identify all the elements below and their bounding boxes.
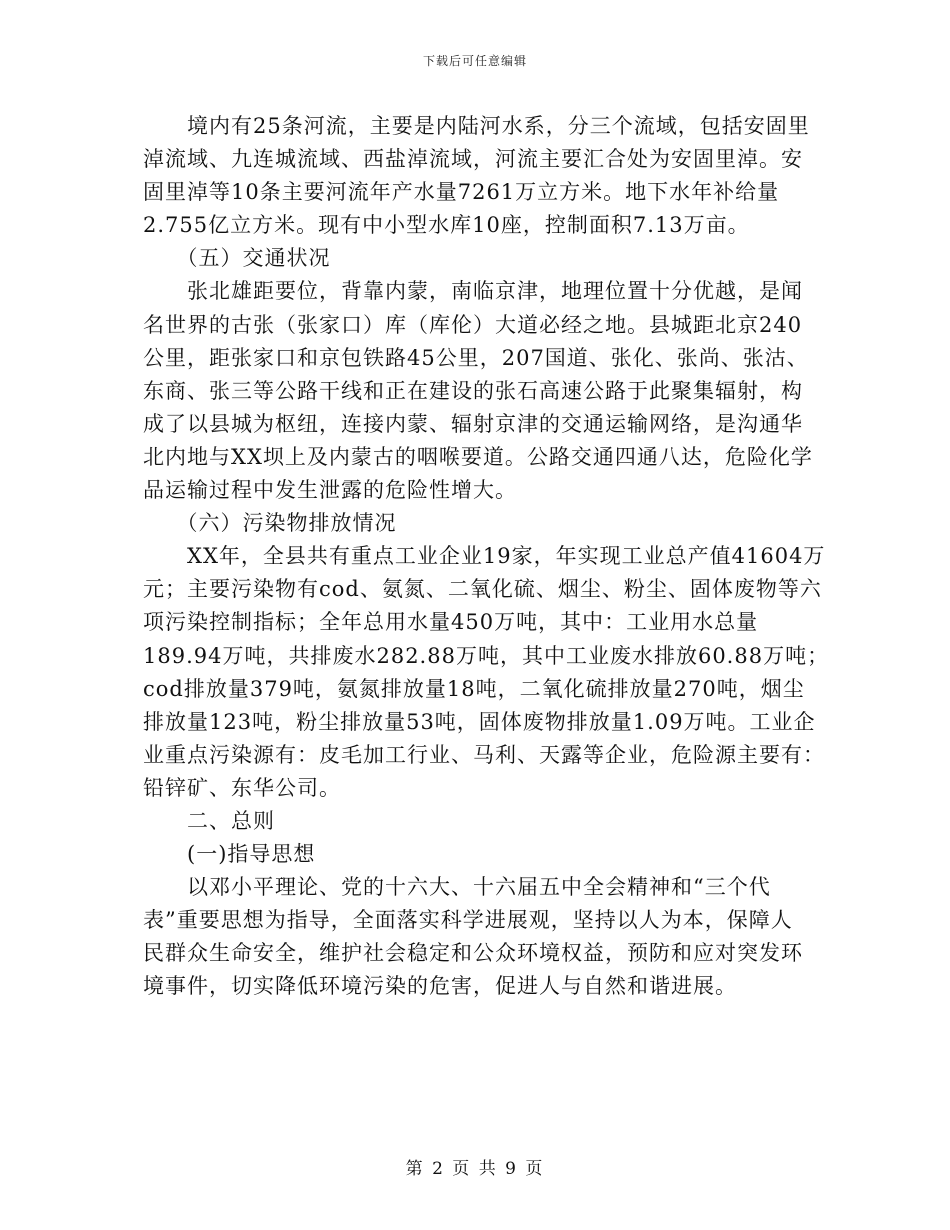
body-text: [143, 110, 830, 1004]
text-line: 淖流域、九连城流域、西盐淖流域，河流主要汇合处为安固里淖。安: [143, 147, 803, 172]
text-line: 2.755亿立方米。现有中小型水库10座，控制面积7.13万亩。: [143, 213, 750, 238]
text-line: 品运输过程中发生泄露的危险性增大。: [143, 478, 517, 503]
text-line: 元；主要污染物有cod、氨氮、二氧化硫、烟尘、粉尘、固体废物等六: [143, 577, 822, 602]
text-line: 张北雄距要位，背靠内蒙，南临京津，地理位置十分优越，是闻: [143, 279, 803, 304]
text-line: （五）交通状况: [143, 246, 331, 271]
text-line: 189.94万吨，共排废水282.88万吨，其中工业废水排放60.88万吨；: [143, 643, 830, 668]
text-line: 公里，距张家口和京包铁路45公里，207国道、张化、张尚、张沽、: [143, 345, 809, 370]
text-line: 排放量123吨，粉尘排放量53吨，固体废物排放量1.09万吨。工业企: [143, 709, 816, 734]
text-line: （六）污染物排放情况: [143, 511, 397, 536]
text-line: 名世界的古张（张家口）库（库伦）大道必经之地。县城距北京240: [143, 312, 803, 337]
page-footer: 第 2 页 共 9 页: [405, 1159, 545, 1179]
text-line: 成了以县城为枢纽，连接内蒙、辐射京津的交通运输网络，是沟通华: [143, 411, 803, 436]
text-line: XX年，全县共有重点工业企业19家，年实现工业总产值41604万: [143, 544, 826, 569]
text-line: 业重点污染源有：皮毛加工行业、马利、天露等企业，危险源主要有：: [143, 742, 825, 767]
text-line: (一)指导思想: [143, 842, 316, 867]
text-line: 北内地与XX坝上及内蒙古的咽喉要道。公路交通四通八达，危险化学: [143, 444, 813, 469]
text-line: cod排放量379吨，氨氮排放量18吨，二氧化硫排放量270吨，烟尘: [143, 676, 805, 701]
text-line: 境事件，切实降低环境污染的危害，促进人与自然和谐进展。: [143, 974, 737, 999]
text-line: 东商、张三等公路干线和正在建设的张石高速公路于此聚集辐射，构: [143, 378, 803, 403]
text-line: 固里淖等10条主要河流年产水量7261万立方米。地下水年补给量: [143, 180, 780, 205]
text-line: 二、总则: [143, 808, 275, 833]
text-line: 境内有25条河流，主要是内陆河水系，分三个流域，包括安固里: [143, 114, 810, 138]
text-line: 以邓小平理论、党的十六大、十六届五中全会精神和“三个代: [143, 875, 771, 900]
text-line: 表”重要思想为指导，全面落实科学进展观，坚持以人为本，保障人: [143, 908, 793, 933]
text-line: 项污染控制指标；全年总用水量450万吨，其中：工业用水总量: [143, 610, 759, 635]
page-header: 下载后可任意编辑: [422, 54, 527, 68]
text-line: 铅锌矿、东华公司。: [143, 775, 341, 800]
text-line: 民群众生命安全，维护社会稳定和公众环境权益，预防和应对突发环: [143, 941, 803, 966]
